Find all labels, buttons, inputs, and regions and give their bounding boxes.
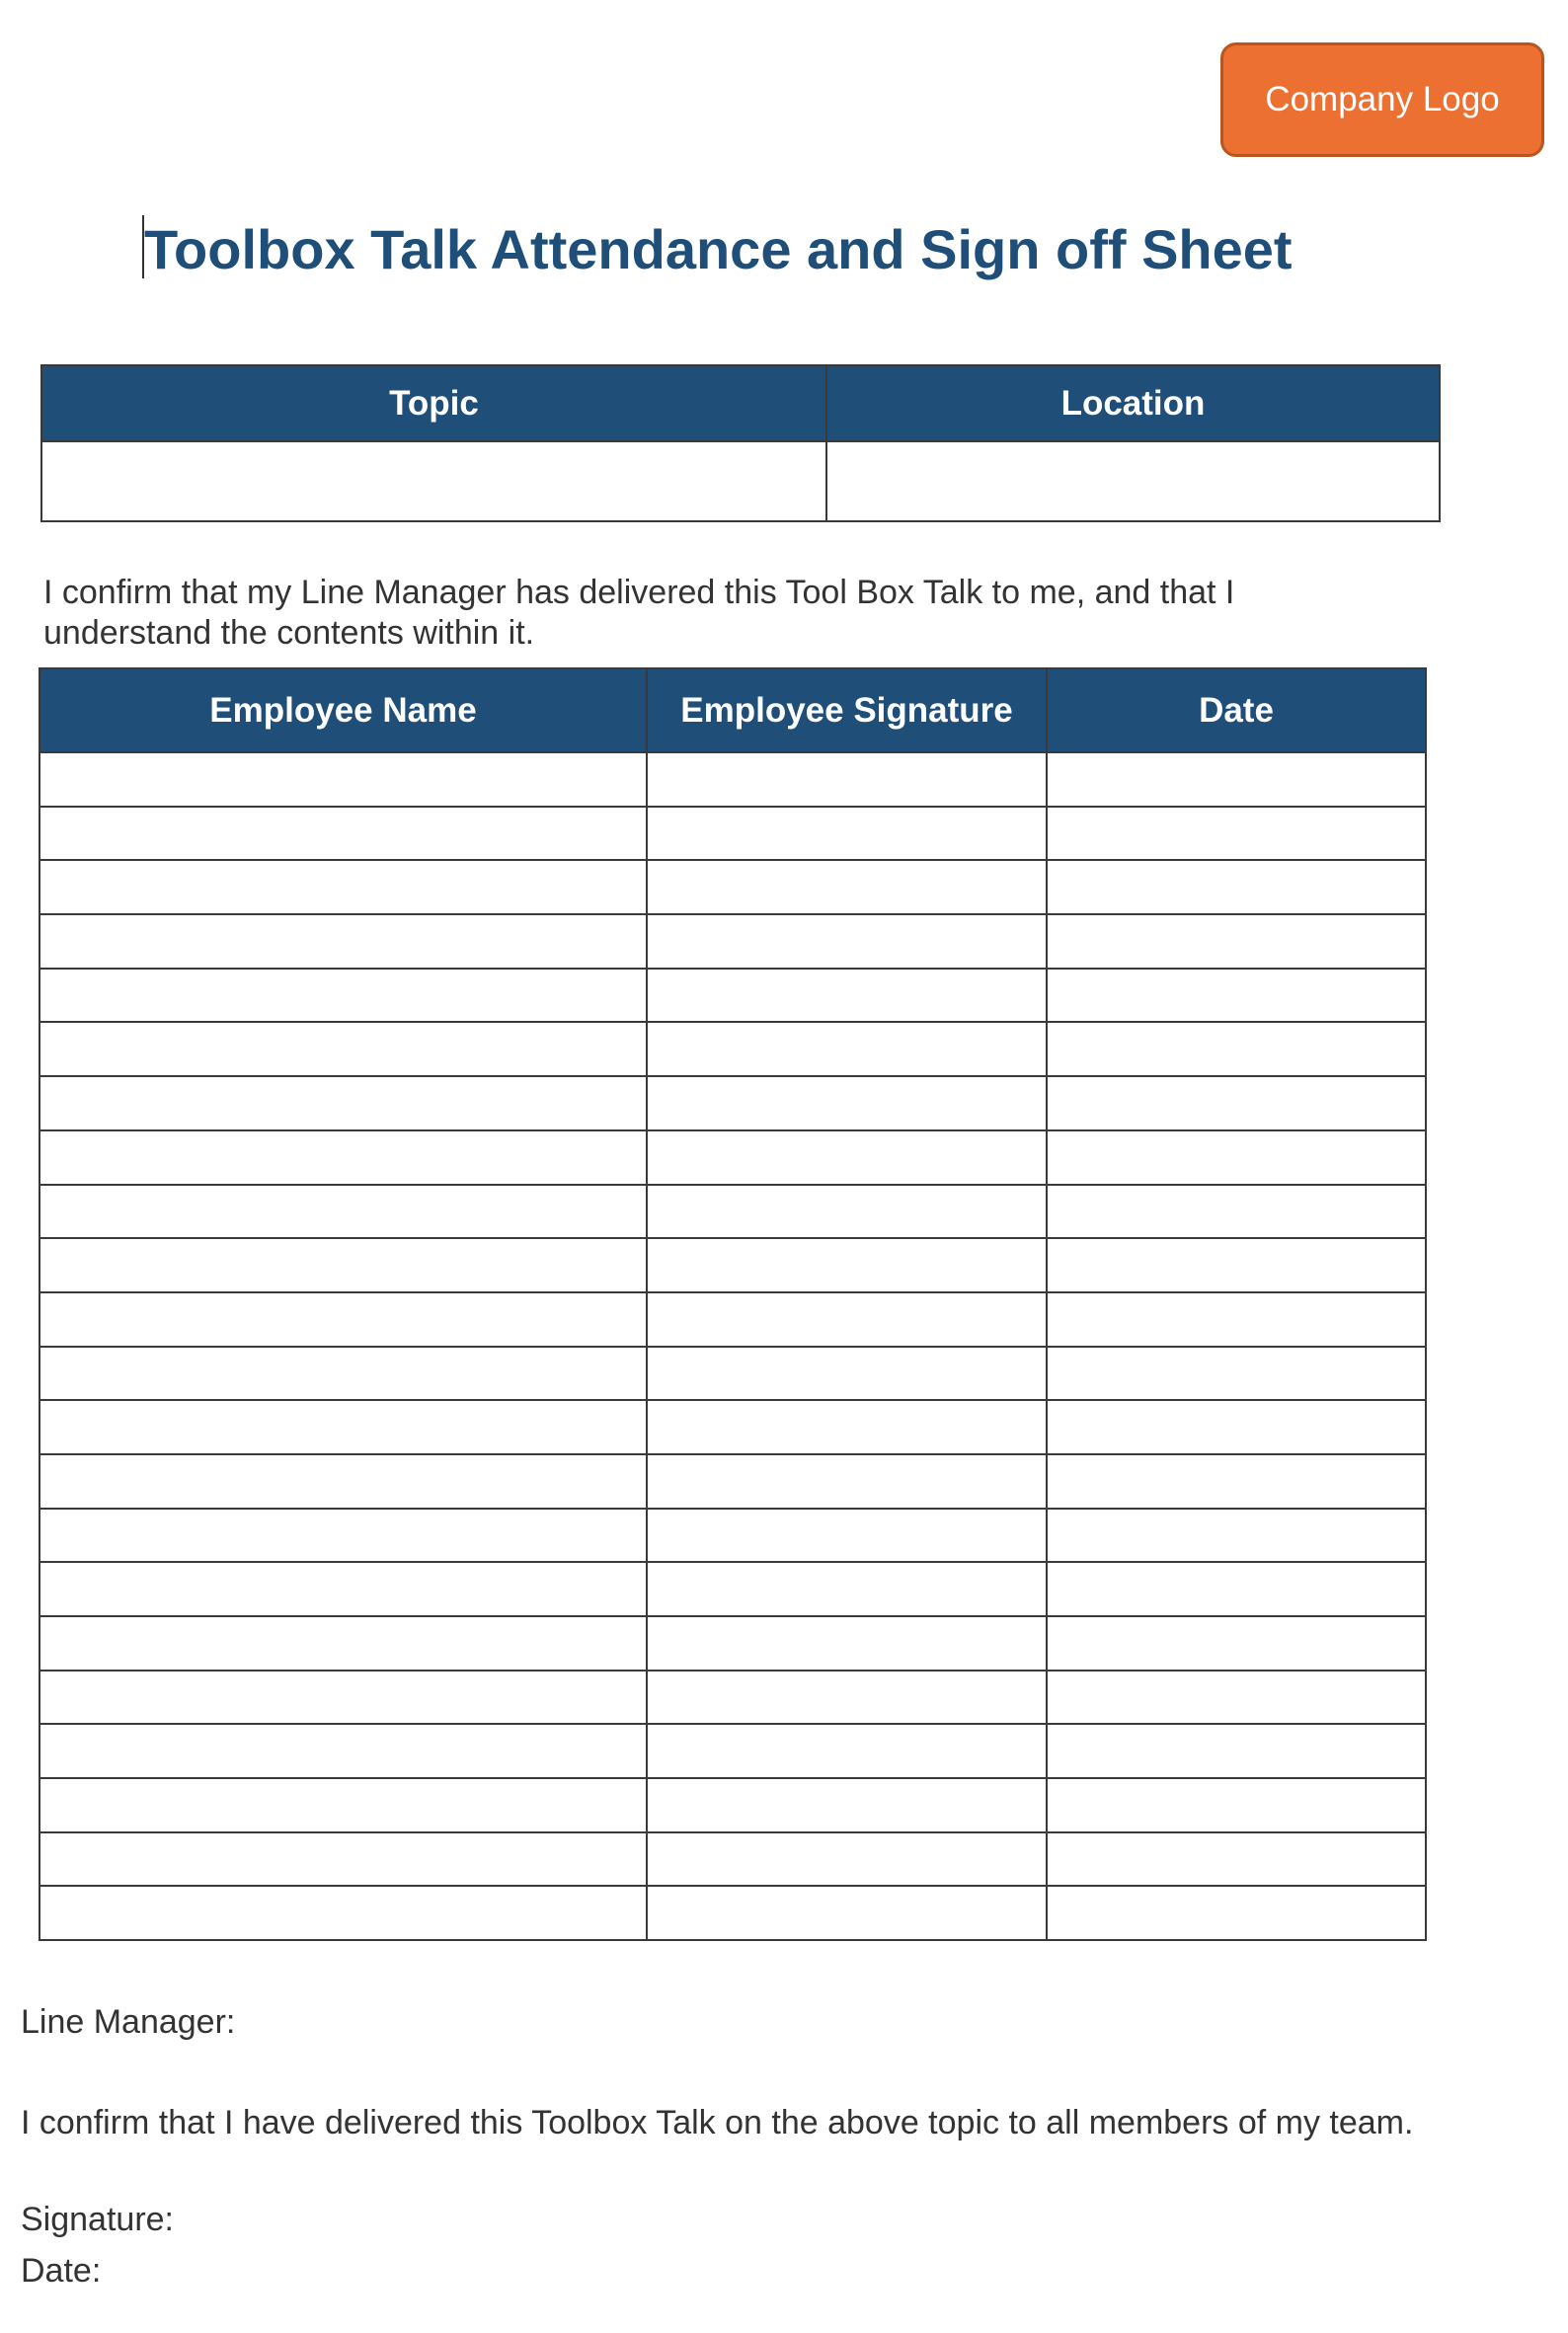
table-row xyxy=(39,1076,1426,1130)
table-row xyxy=(39,1400,1426,1454)
employee-name-cell[interactable] xyxy=(39,1022,647,1076)
employee-signature-cell[interactable] xyxy=(647,1400,1047,1454)
date-cell[interactable] xyxy=(1047,1238,1426,1292)
table-row xyxy=(39,1454,1426,1509)
date-cell[interactable] xyxy=(1047,1832,1426,1887)
employee-name-cell[interactable] xyxy=(39,1185,647,1239)
employee-signature-cell[interactable] xyxy=(647,1130,1047,1185)
employee-signature-cell[interactable] xyxy=(647,969,1047,1023)
employee-name-cell[interactable] xyxy=(39,752,647,807)
employee-confirm-statement: I confirm that my Line Manager has delivered this Tool Box Talk to me, and that I understand the contents within it. xyxy=(43,574,1235,652)
employee-signature-cell[interactable] xyxy=(647,1292,1047,1347)
company-logo xyxy=(1220,42,1544,157)
employee-name-cell[interactable] xyxy=(39,1616,647,1671)
table-row xyxy=(39,1832,1426,1887)
employee-name-cell[interactable] xyxy=(39,1724,647,1778)
table-row xyxy=(39,1616,1426,1671)
date-cell[interactable] xyxy=(1047,1616,1426,1671)
employee-name-cell[interactable] xyxy=(39,1130,647,1185)
date-cell[interactable] xyxy=(1047,1778,1426,1832)
date-cell[interactable] xyxy=(1047,1400,1426,1454)
employee-signature-cell[interactable] xyxy=(647,1778,1047,1832)
employee-signature-cell[interactable] xyxy=(647,752,1047,807)
table-row xyxy=(39,807,1426,861)
table-row xyxy=(39,914,1426,969)
table-row xyxy=(39,1347,1426,1401)
date-cell[interactable] xyxy=(1047,1509,1426,1563)
topic-table-row xyxy=(41,441,1440,521)
location-cell[interactable] xyxy=(826,441,1440,521)
table-row xyxy=(39,969,1426,1023)
employee-name-cell[interactable] xyxy=(39,914,647,969)
location-header: Location xyxy=(826,365,1440,441)
date-cell[interactable] xyxy=(1047,807,1426,861)
line-manager-label: Line Manager: xyxy=(21,2003,236,2041)
employee-signature-cell[interactable] xyxy=(647,1832,1047,1887)
employee-signature-cell[interactable] xyxy=(647,1724,1047,1778)
employee-name-cell[interactable] xyxy=(39,1832,647,1887)
employee-name-cell[interactable] xyxy=(39,1400,647,1454)
signature-label: Signature: xyxy=(21,2201,174,2238)
employee-name-cell[interactable] xyxy=(39,1347,647,1401)
topic-header: Topic xyxy=(41,365,826,441)
table-row xyxy=(39,1778,1426,1832)
date-cell[interactable] xyxy=(1047,752,1426,807)
employee-signature-cell[interactable] xyxy=(647,1185,1047,1239)
date-cell[interactable] xyxy=(1047,1886,1426,1940)
date-cell[interactable] xyxy=(1047,914,1426,969)
employee-signature-cell[interactable] xyxy=(647,1238,1047,1292)
topic-location-table xyxy=(40,364,1441,522)
date-cell[interactable] xyxy=(1047,1130,1426,1185)
employee-signature-cell[interactable] xyxy=(647,1076,1047,1130)
employee-name-cell[interactable] xyxy=(39,1509,647,1563)
table-row xyxy=(39,860,1426,914)
company-logo-label: Company Logo xyxy=(1265,80,1500,118)
employee-name-cell[interactable] xyxy=(39,1454,647,1509)
date-cell[interactable] xyxy=(1047,1292,1426,1347)
employee-sign-off-table xyxy=(39,667,1427,1941)
employee-signature-header: Employee Signature xyxy=(647,668,1047,752)
employee-signature-cell[interactable] xyxy=(647,1671,1047,1725)
date-cell[interactable] xyxy=(1047,1562,1426,1616)
employee-signature-cell[interactable] xyxy=(647,1886,1047,1940)
employee-name-cell[interactable] xyxy=(39,807,647,861)
employee-name-cell[interactable] xyxy=(39,1886,647,1940)
date-cell[interactable] xyxy=(1047,1724,1426,1778)
table-row xyxy=(39,1671,1426,1725)
date-cell[interactable] xyxy=(1047,860,1426,914)
table-row xyxy=(39,1185,1426,1239)
table-row xyxy=(39,1130,1426,1185)
employee-signature-cell[interactable] xyxy=(647,914,1047,969)
table-row xyxy=(39,1886,1426,1940)
date-header: Date xyxy=(1047,668,1426,752)
table-row xyxy=(39,1509,1426,1563)
table-row xyxy=(39,752,1426,807)
employee-table-body xyxy=(39,752,1426,1940)
table-row xyxy=(39,1724,1426,1778)
date-cell[interactable] xyxy=(1047,1454,1426,1509)
manager-confirm-statement: I confirm that I have delivered this Toolbox Talk on the above topic to all members of my team. xyxy=(21,2104,1414,2141)
table-row xyxy=(39,1238,1426,1292)
employee-signature-cell[interactable] xyxy=(647,860,1047,914)
date-cell[interactable] xyxy=(1047,1347,1426,1401)
date-cell[interactable] xyxy=(1047,1076,1426,1130)
table-row xyxy=(39,1022,1426,1076)
employee-signature-cell[interactable] xyxy=(647,1616,1047,1671)
table-row xyxy=(39,1562,1426,1616)
date-cell[interactable] xyxy=(1047,1185,1426,1239)
employee-signature-cell[interactable] xyxy=(647,807,1047,861)
employee-name-cell[interactable] xyxy=(39,969,647,1023)
employee-name-cell[interactable] xyxy=(39,1671,647,1725)
employee-signature-cell[interactable] xyxy=(647,1347,1047,1401)
topic-table-header-row xyxy=(41,365,1440,441)
employee-signature-cell[interactable] xyxy=(647,1562,1047,1616)
date-cell[interactable] xyxy=(1047,1671,1426,1725)
employee-name-cell[interactable] xyxy=(39,1238,647,1292)
employee-signature-cell[interactable] xyxy=(647,1454,1047,1509)
topic-cell[interactable] xyxy=(41,441,826,521)
employee-name-cell[interactable] xyxy=(39,1292,647,1347)
employee-name-header: Employee Name xyxy=(39,668,647,752)
employee-signature-cell[interactable] xyxy=(647,1509,1047,1563)
page-title: Toolbox Talk Attendance and Sign off Sheet xyxy=(144,218,1293,280)
employee-name-cell[interactable] xyxy=(39,860,647,914)
employee-name-cell[interactable] xyxy=(39,1562,647,1616)
table-row xyxy=(39,1292,1426,1347)
employee-table-header-row xyxy=(39,668,1426,752)
date-cell[interactable] xyxy=(1047,1022,1426,1076)
employee-name-cell[interactable] xyxy=(39,1076,647,1130)
employee-name-cell[interactable] xyxy=(39,1778,647,1832)
date-cell[interactable] xyxy=(1047,969,1426,1023)
date-label: Date: xyxy=(21,2252,102,2290)
employee-signature-cell[interactable] xyxy=(647,1022,1047,1076)
